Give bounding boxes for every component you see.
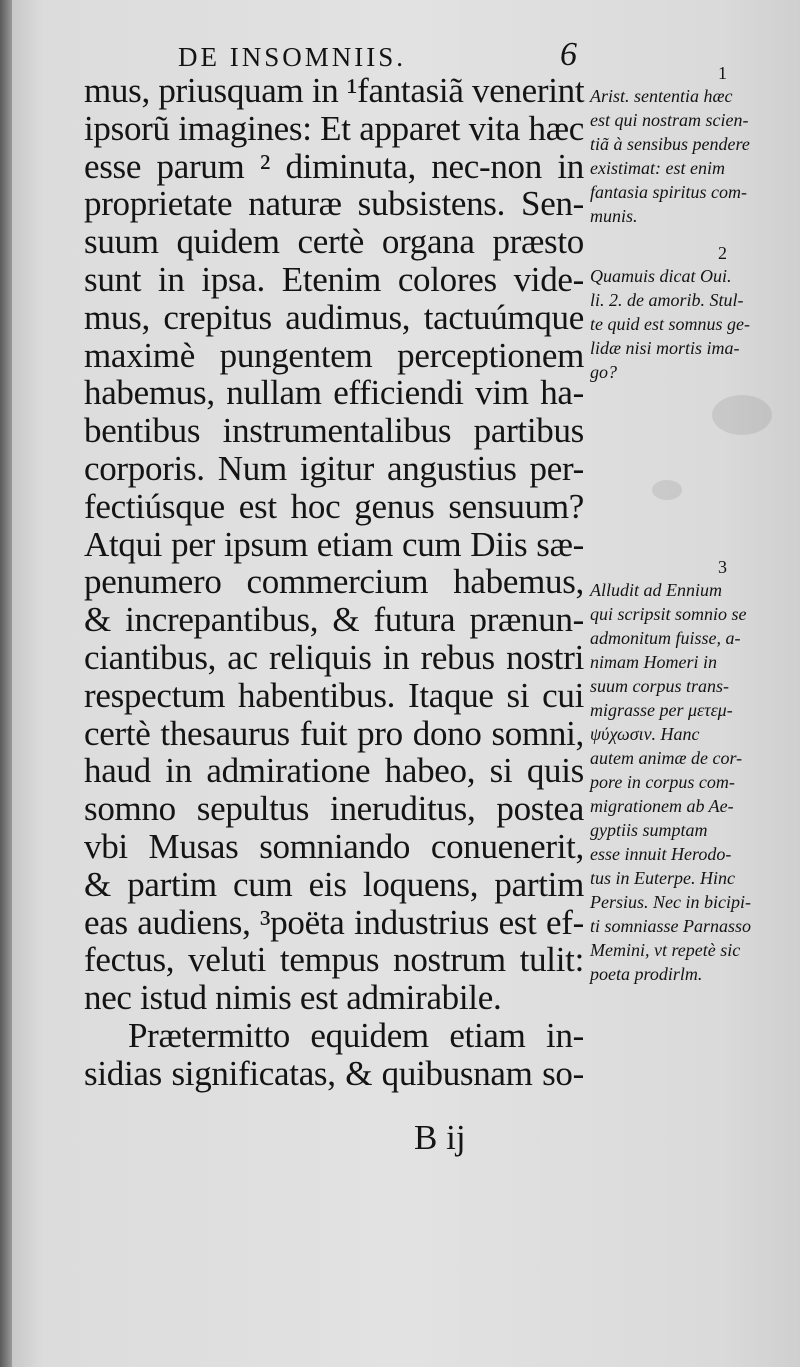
page-number: 6 (560, 36, 577, 73)
text-line: eas audiens, ³poëta industrius est ef- (84, 902, 584, 942)
main-text-block (84, 72, 584, 1093)
note-line: migrationem ab Ae- (590, 796, 734, 816)
note-line: ψύχωσιν. Hanc (590, 724, 700, 744)
margin-note-3 (590, 556, 795, 986)
note-line: admonitum fuisse, a- (590, 628, 741, 648)
note-line: ti somniasse Parnasso (590, 916, 752, 936)
text-line: & increpantibus, & futura prænun- (84, 600, 584, 640)
text-line: maximè pungentem perceptionem (84, 335, 584, 375)
text-line: ipsorũ imagines: Et apparet vita hæc (84, 108, 584, 148)
text-line: certè thesaurus fuit pro dono somni, (84, 713, 584, 753)
note-number: 2 (718, 243, 727, 263)
text-line: & partim cum eis loquens, partim (84, 864, 584, 904)
text-line: haud in admiratione habeo, si quis (84, 751, 584, 791)
text-line: sidias significatas, & quibusnam so- (84, 1053, 584, 1093)
note-line: li. 2. de amorib. Stul- (590, 290, 744, 310)
note-line: go? (590, 362, 617, 382)
text-line: ciantibus, ac reliquis in rebus nostri (84, 637, 584, 677)
margin-note-1 (590, 62, 795, 228)
note-line: gyptiis sumptam (590, 820, 708, 840)
text-line: vbi Musas somniando conuenerit, (84, 826, 584, 866)
note-line: munis. (590, 206, 638, 226)
text-line: habemus, nullam efficiendi vim ha- (84, 373, 584, 413)
text-line: Atqui per ipsum etiam cum Diis sæ- (84, 524, 584, 564)
text-line: mus, priusquam in ¹fantasiã venerint (84, 71, 585, 110)
margin-notes (590, 62, 795, 986)
note-line: existimat: est enim (590, 158, 725, 178)
note-line: esse innuit Herodo- (590, 844, 732, 864)
note-line: migrasse per μετεμ- (590, 700, 733, 720)
text-line: sunt in ipsa. Etenim colores vide- (84, 259, 584, 299)
text-line: suum quidem certè organa præsto (84, 222, 584, 262)
text-line: corporis. Num igitur angustius per- (84, 448, 584, 488)
note-line: est qui nostram scien- (590, 110, 749, 130)
text-line: proprietate naturæ subsistens. Sen- (84, 184, 584, 224)
text-line: respectum habentibus. Itaque si cui (84, 675, 584, 715)
text-line: esse parum ² diminuta, nec-non in (84, 146, 584, 186)
note-line: te quid est somnus ge- (590, 314, 750, 334)
text-line: bentibus instrumentalibus partibus (84, 411, 584, 451)
note-line: Arist. sententia hæc (590, 86, 733, 106)
text-line: penumero commercium habemus, (84, 562, 584, 602)
note-line: lidæ nisi mortis ima- (590, 338, 740, 358)
note-line: nimam Homeri in (590, 652, 717, 672)
margin-note-2 (590, 242, 795, 384)
text-line: Prætermitto equidem etiam in- (128, 1015, 584, 1055)
note-line: Alludit ad Ennium (590, 580, 722, 600)
text-line: fectus, veluti tempus nostrum tulit: (84, 940, 584, 980)
note-line: poeta prodirlm. (590, 964, 703, 984)
text-line: fectiúsque est hoc genus sensuum? (84, 486, 584, 526)
note-line: qui scripsit somnio se (590, 604, 747, 624)
text-line: somno sepultus ineruditus, postea (84, 789, 584, 829)
note-line: Persius. Nec in bicipi- (590, 892, 751, 912)
text-line: nec istud nimis est admirabile. (84, 978, 502, 1018)
note-line: autem animæ de cor- (590, 748, 743, 768)
text-line: mus, crepitus audimus, tactuúmque (84, 297, 584, 337)
note-line: Memini, vt repetè sic (590, 940, 741, 960)
note-line: suum corpus trans- (590, 676, 730, 696)
signature-mark: B ij (414, 1118, 466, 1157)
binding-gutter (0, 0, 12, 1367)
running-head: DE INSOMNIIS. (178, 42, 406, 72)
note-line: Quamuis dicat Oui. (590, 266, 732, 286)
note-number: 1 (718, 63, 727, 83)
note-number: 3 (718, 557, 727, 577)
note-line: tiã à sensibus pendere (590, 134, 750, 154)
note-line: pore in corpus com- (590, 772, 735, 792)
note-line: tus in Euterpe. Hinc (590, 868, 735, 888)
note-line: fantasia spiritus com- (590, 182, 748, 202)
